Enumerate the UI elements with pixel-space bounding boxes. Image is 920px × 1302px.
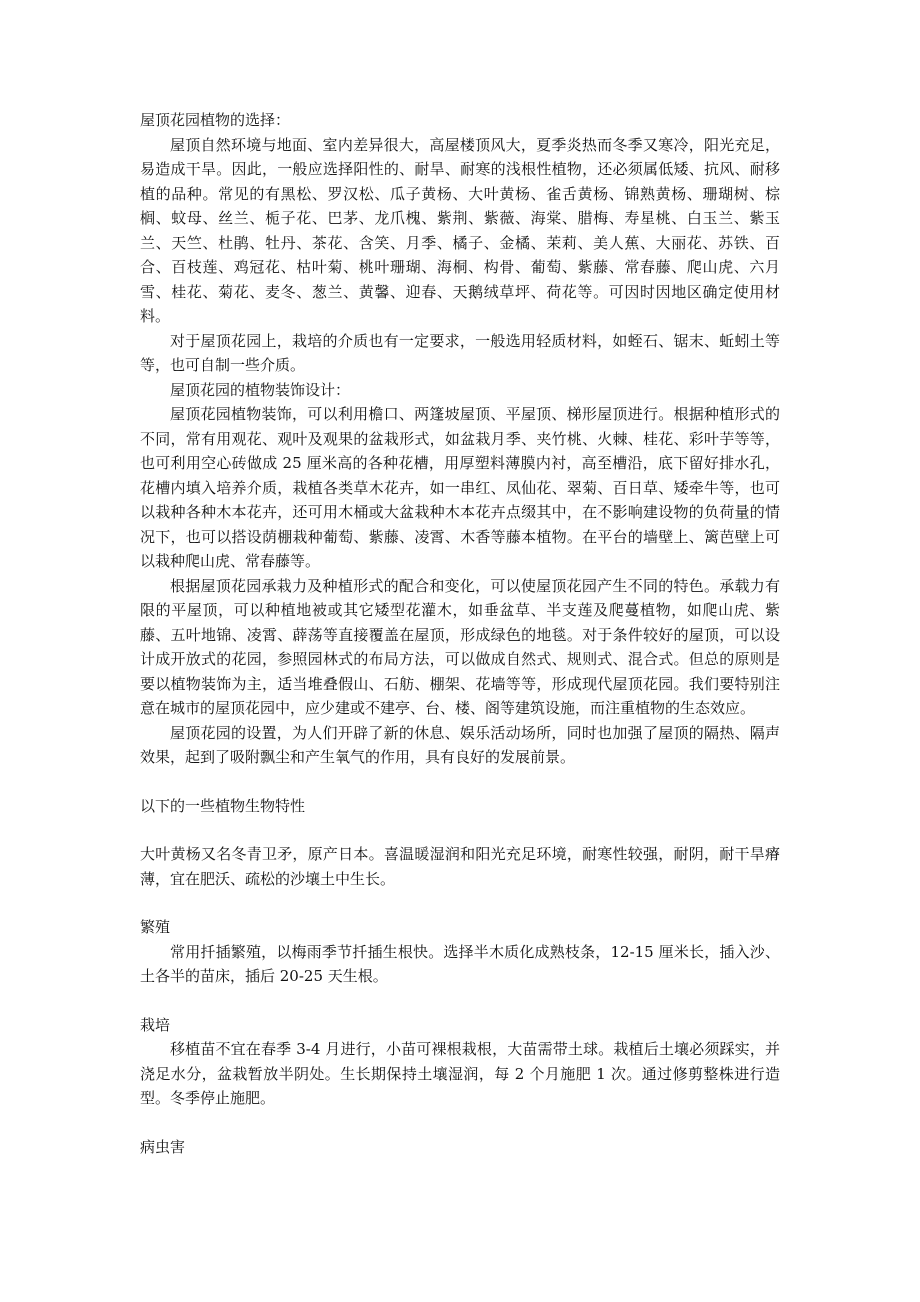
paragraph-medium: 对于屋顶花园上，栽培的介质也有一定要求，一般选用轻质材料，如蛭石、锯末、蚯蚓土等等，也可自制一些介质。 (140, 331, 780, 374)
section-heading-plant-design: 屋顶花园的植物装饰设计： (170, 380, 351, 399)
subheading-pests: 病虫害 (140, 1137, 186, 1156)
paragraph-euonymus: 大叶黄杨又名冬青卫矛，原产日本。喜温暖湿润和阳光充足环境，耐寒性较强，耐阴，耐干旱瘠薄，宜在肥沃、疏松的沙壤土中生长。 (140, 845, 780, 888)
paragraph-decoration: 屋顶花园植物装饰，可以利用檐口、两篷坡屋顶、平屋顶、梯形屋顶进行。根据种植形式的不同，常有用观花、观叶及观果的盆栽形式，如盆栽月季、夹竹桃、火棘、桂花、彩叶芋等等，也可利用空心砖做成 25 厘米高的各种花槽，用厚塑料薄膜内衬，高至槽沿，底下留好排水孔，花槽内填入培养介质，栽植各类草木花卉，如一串红、凤仙花、翠菊、百日草、矮牵牛等，也可以栽种各种木本花卉，还可用木桶或大盆栽种木本花卉点缀其中，在不影响建设物的负荷量的情况下，也可以搭设荫棚栽种葡萄、紫藤、凌霄、木香等藤本植物。在平台的墙壁上、篱芭壁上可以栽种爬山虎、常春藤等。 (140, 405, 780, 570)
subheading-cultivation: 栽培 (140, 1015, 171, 1034)
document-body (140, 108, 780, 1159)
paragraph-benefits: 屋顶花园的设置，为人们开辟了新的休息、娱乐活动场所，同时也加强了屋顶的隔热、隔声效果，起到了吸附飘尘和产生氧气的作用，具有良好的发展前景。 (140, 723, 780, 766)
paragraph-cultivation: 移植苗不宜在春季 3-4 月进行，小苗可裸根栽根，大苗需带土球。栽植后土壤必须踩实，并浇足水分，盆栽暂放半阴处。生长期保持土壤湿润，每 2 个月施肥 1 次。通过修剪整株进行造型。冬季停止施肥。 (140, 1040, 780, 1107)
section-heading-plant-selection: 屋顶花园植物的选择： (140, 111, 291, 129)
section-heading-plant-biology: 以下的一些植物生物特性 (140, 796, 306, 815)
paragraph-environment: 屋顶自然环境与地面、室内差异很大，高屋楼顶风大，夏季炎热而冬季又寒冷，阳光充足，易造成干旱。因此，一般应选择阳性的、耐旱、耐寒的浅根性植物，还必须属低矮、抗风、耐移植的品种。常见的有黑松、罗汉松、瓜子黄杨、大叶黄杨、雀舌黄杨、锦熟黄杨、珊瑚树、棕榈、蚊母、丝兰、栀子花、巴茅、龙爪槐、紫荆、紫薇、海棠、腊梅、寿星桃、白玉兰、紫玉兰、天竺、杜鹃、牡丹、茶花、含笑、月季、橘子、金橘、茉莉、美人蕉、大丽花、苏铁、百合、百枝莲、鸡冠花、枯叶菊、桃叶珊瑚、海桐、构骨、葡萄、紫藤、常春藤、爬山虎、六月雪、桂花、菊花、麦冬、葱兰、黄馨、迎春、天鹅绒草坪、荷花等。可因时因地区确定使用材料。 (140, 135, 780, 325)
subheading-propagation: 繁殖 (140, 918, 171, 936)
paragraph-load-capacity: 根据屋顶花园承栽力及种植形式的配合和变化，可以使屋顶花园产生不同的特色。承载力有限的平屋顶，可以种植地被或其它矮型花灌木，如垂盆草、半支莲及爬蔓植物，如爬山虎、紫藤、五叶地锦、凌霄、薜荡等直接覆盖在屋顶，形成绿色的地毯。对于条件较好的屋顶，可以设计成开放式的花园，参照园林式的布局方法，可以做成自然式、规则式、混合式。但总的原则是要以植物装饰为主，适当堆叠假山、石舫、棚架、花墙等等，形成现代屋顶花园。我们要特别注意在城市的屋顶花园中，应少建或不建亭、台、楼、阁等建筑设施，而注重植物的生态效应。 (140, 576, 780, 717)
paragraph-propagation: 常用扦插繁殖，以梅雨季节扦插生根快。选择半木质化成熟枝条，12-15 厘米长，插入沙、土各半的苗床，插后 20-25 天生根。 (140, 942, 780, 985)
